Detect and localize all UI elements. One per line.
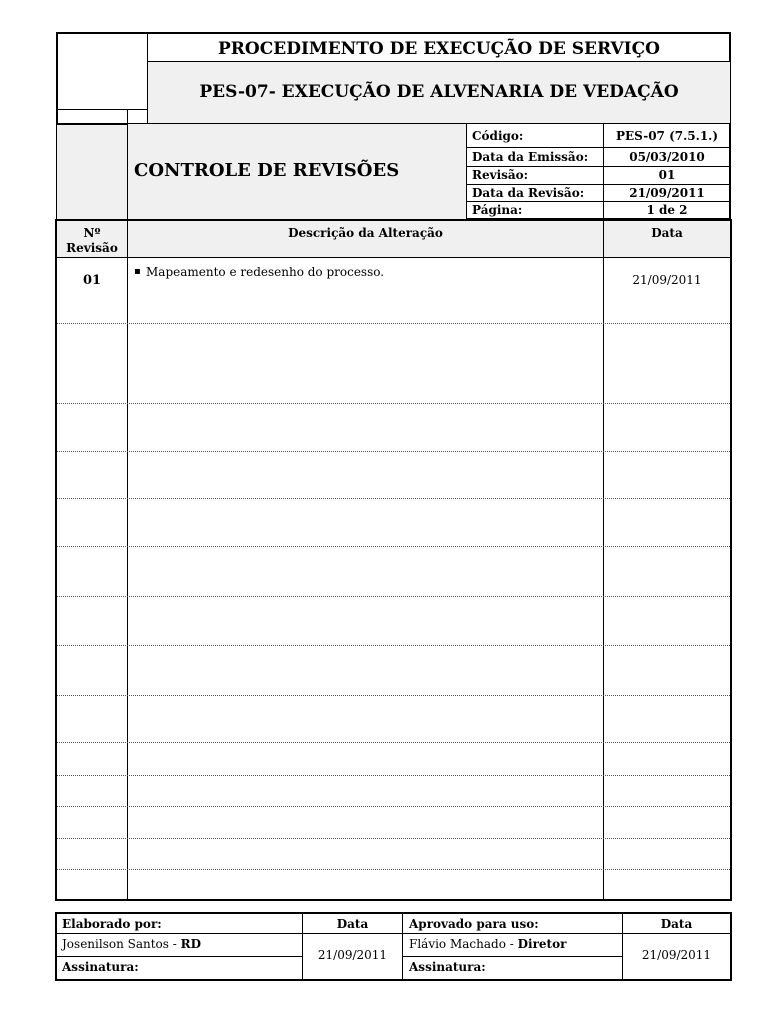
approved-by-role: Diretor	[517, 937, 567, 951]
approved-by-value	[409, 936, 621, 953]
row-separator	[57, 838, 730, 839]
row-separator	[57, 546, 730, 547]
column-header-date: Data	[651, 226, 683, 240]
meta-label-revision-date: Data da Revisão:	[472, 186, 585, 200]
elaborated-date: 21/09/2011	[317, 948, 388, 962]
document-subtitle: PES-07- EXECUÇÃO DE ALVENARIA DE VEDAÇÃO	[148, 62, 730, 123]
column-header-revision: Nº Revisão	[66, 226, 118, 255]
approved-date: 21/09/2011	[641, 948, 712, 962]
elaborated-by-value	[62, 936, 300, 953]
row-separator	[57, 451, 730, 452]
row-date: 21/09/2011	[632, 273, 702, 287]
approved-by-label: Aprovado para uso:	[409, 917, 539, 931]
row-separator	[57, 323, 730, 324]
document-title: PROCEDIMENTO DE EXECUÇÃO DE SERVIÇO	[218, 39, 660, 59]
meta-value-page: 1 de 2	[646, 203, 688, 217]
row-revision-number: 01	[82, 273, 102, 288]
row-description: Mapeamento e redesenho do processo.	[146, 265, 385, 279]
approved-date-header: Data	[660, 917, 693, 931]
row-separator	[57, 775, 730, 776]
meta-label-code: Código:	[472, 129, 524, 143]
meta-label-page: Página:	[472, 203, 523, 217]
revision-table	[55, 219, 732, 901]
elaborated-date-header: Data	[336, 917, 369, 931]
column-header-description: Descrição da Alteração	[288, 226, 443, 240]
elaborated-by-name: Josenilson Santos -	[62, 937, 181, 951]
row-separator	[57, 403, 730, 404]
row-separator	[57, 498, 730, 499]
row-separator	[57, 645, 730, 646]
meta-value-code: PES-07 (7.5.1.)	[615, 129, 719, 143]
section-title: CONTROLE DE REVISÕES	[134, 160, 400, 181]
row-separator	[57, 596, 730, 597]
row-bullet: ▪	[134, 266, 141, 277]
approved-by-name: Flávio Machado -	[409, 937, 518, 951]
elaborated-by-label: Elaborado por:	[62, 917, 162, 931]
elaborated-signature-label: Assinatura:	[62, 960, 139, 974]
meta-label-revision: Revisão:	[472, 168, 529, 182]
meta-value-revision-date: 21/09/2011	[629, 186, 705, 200]
header-left-cell	[57, 124, 127, 219]
row-separator	[57, 695, 730, 696]
meta-label-emission: Data da Emissão:	[472, 150, 589, 164]
meta-value-emission: 05/03/2010	[629, 150, 705, 164]
row-separator	[57, 806, 730, 807]
elaborated-by-role: RD	[180, 937, 202, 951]
row-separator	[57, 742, 730, 743]
row-separator	[57, 869, 730, 870]
approved-signature-label: Assinatura:	[409, 960, 486, 974]
meta-value-revision: 01	[658, 168, 676, 182]
